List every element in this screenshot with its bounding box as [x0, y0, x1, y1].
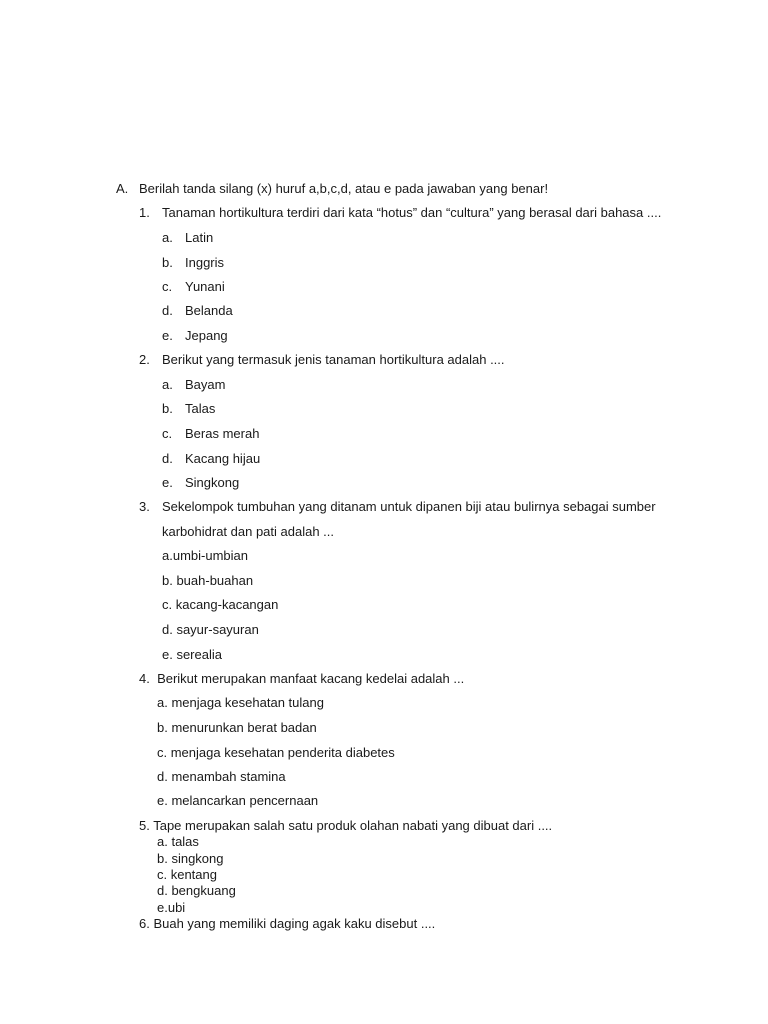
option-letter: a.	[162, 230, 173, 245]
question-text: Sekelompok tumbuhan yang ditanam untuk dipanen biji atau bulirnya sebagai sumber	[162, 499, 656, 514]
question-text: Berikut yang termasuk jenis tanaman hortikultura adalah ....	[162, 352, 505, 367]
question-number: 2.	[139, 352, 150, 367]
option-letter: d.	[162, 303, 173, 318]
section-instruction: Berilah tanda silang (x) huruf a,b,c,d, atau e pada jawaban yang benar!	[139, 181, 549, 196]
option-item: d. menambah stamina	[157, 769, 286, 784]
option-letter: c.	[162, 279, 173, 294]
option-text: Yunani	[185, 279, 225, 294]
option-letter: c.	[162, 426, 173, 441]
question-text: 5. Tape merupakan salah satu produk olahan nabati yang dibuat dari ....	[139, 818, 553, 833]
option-text: Latin	[185, 230, 214, 245]
option-text: Beras merah	[185, 426, 260, 441]
option-text: Inggris	[185, 255, 225, 270]
option-letter: e.	[162, 328, 173, 343]
option-letter: d.	[162, 451, 173, 466]
option-item: a. menjaga kesehatan tulang	[157, 695, 324, 710]
option-item: e. serealia	[162, 647, 222, 662]
option-item: b. buah-buahan	[162, 573, 254, 588]
option-text: Jepang	[185, 328, 228, 343]
option-item: d. sayur-sayuran	[162, 622, 259, 637]
option-letter: e.	[162, 475, 173, 490]
option-item: a.umbi-umbian	[162, 548, 248, 563]
option-item: d. bengkuang	[157, 883, 236, 898]
option-text: Bayam	[185, 377, 226, 392]
option-item: c. kentang	[157, 867, 217, 882]
option-letter: a.	[162, 377, 173, 392]
option-item: c. menjaga kesehatan penderita diabetes	[157, 745, 395, 760]
question-text: 4. Berikut merupakan manfaat kacang kedelai adalah ...	[139, 671, 465, 686]
option-item: a. talas	[157, 834, 199, 849]
option-item: b. singkong	[157, 851, 224, 866]
option-item: c. kacang-kacangan	[162, 597, 279, 612]
option-text: Singkong	[185, 475, 240, 490]
option-item: e. melancarkan pencernaan	[157, 793, 319, 808]
option-letter: b.	[162, 255, 173, 270]
question-number: 1.	[139, 205, 150, 220]
option-text: Kacang hijau	[185, 451, 261, 466]
option-item: e.ubi	[157, 900, 186, 915]
option-text: Belanda	[185, 303, 233, 318]
question-text: Tanaman hortikultura terdiri dari kata “hotus” dan “cultura” yang berasal dari bahasa ....	[162, 205, 662, 220]
question-text-continued: karbohidrat dan pati adalah ...	[162, 524, 335, 539]
question-text: 6. Buah yang memiliki daging agak kaku disebut ....	[139, 916, 436, 931]
option-letter: b.	[162, 401, 173, 416]
option-item: b. menurunkan berat badan	[157, 720, 317, 735]
section-label: A.	[116, 181, 129, 196]
option-text: Talas	[185, 401, 216, 416]
question-number: 3.	[139, 499, 150, 514]
